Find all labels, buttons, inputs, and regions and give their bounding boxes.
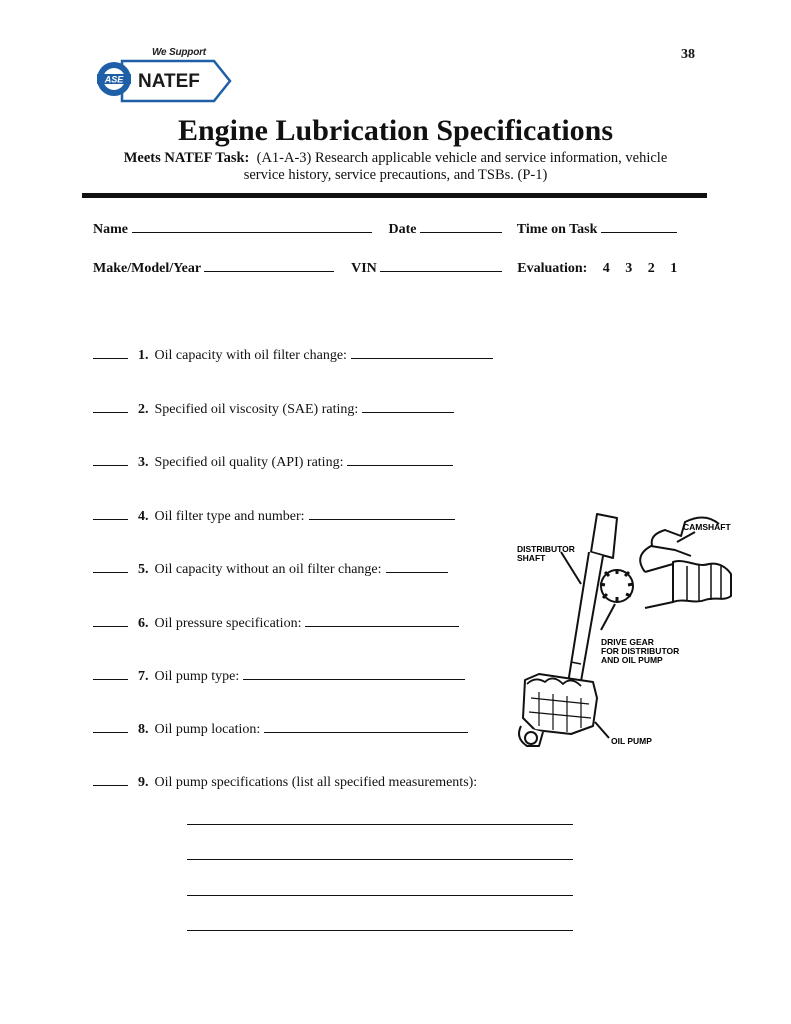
question-number: 5. (138, 562, 149, 577)
date-label: Date (388, 222, 417, 237)
answer-field[interactable] (386, 560, 448, 573)
name-label: Name (93, 222, 128, 237)
question-row (93, 560, 448, 578)
logo-badge: ASE (104, 74, 124, 85)
score-field[interactable] (93, 614, 128, 627)
question-row (93, 507, 455, 525)
question-number: 8. (138, 722, 149, 737)
score-field[interactable] (93, 346, 128, 359)
oil-pump-label: OIL PUMP (611, 736, 652, 746)
question-text: Oil pump specifications (list all specified measurements): (154, 775, 478, 790)
question-text: Oil capacity with oil filter change: (154, 348, 347, 363)
score-field[interactable] (93, 560, 128, 573)
question-number: 9. (138, 775, 149, 790)
score-field[interactable] (93, 400, 128, 413)
score-field[interactable] (93, 453, 128, 466)
question-number: 4. (138, 509, 149, 524)
logo-tagline: We Support (152, 47, 206, 58)
distributor-shaft-label-2: SHAFT (517, 553, 546, 563)
question-text: Oil pump type: (154, 669, 240, 684)
drive-gear-label: DRIVE GEAR (601, 637, 654, 647)
natef-task (0, 150, 791, 184)
page-number: 38 (681, 47, 695, 62)
answer-field[interactable] (309, 507, 455, 520)
score-field[interactable] (93, 507, 128, 520)
question-text: Oil capacity without an oil filter change: (154, 562, 382, 577)
time-on-task-field[interactable] (601, 220, 677, 233)
distributor-shaft-label: DISTRIBUTOR (517, 544, 575, 554)
answer-field[interactable] (264, 720, 468, 733)
question-text: Oil pressure specification: (154, 616, 302, 631)
answer-line[interactable] (187, 824, 573, 825)
page-title: Engine Lubrication Specifications (177, 114, 614, 147)
vin-field[interactable] (380, 259, 502, 272)
answer-line[interactable] (187, 859, 573, 860)
evaluation-option-2[interactable]: 2 (647, 261, 655, 276)
answer-field[interactable] (347, 453, 453, 466)
question-row (93, 453, 453, 471)
question-text: Oil filter type and number: (154, 509, 305, 524)
question-text: Oil pump location: (154, 722, 261, 737)
date-field[interactable] (420, 220, 502, 233)
name-row (93, 220, 677, 238)
evaluation-option-3[interactable]: 3 (625, 261, 633, 276)
question-number: 7. (138, 669, 149, 684)
answer-field[interactable] (305, 614, 459, 627)
answer-line[interactable] (187, 895, 573, 896)
camshaft-label: CAMSHAFT (683, 522, 731, 532)
question-row (93, 400, 454, 418)
question-row (93, 346, 493, 364)
score-field[interactable] (93, 773, 128, 786)
question-number: 6. (138, 616, 149, 631)
answer-field[interactable] (351, 346, 493, 359)
vehicle-row (93, 259, 677, 277)
evaluation-option-1[interactable]: 1 (670, 261, 678, 276)
time-on-task-label: Time on Task (516, 222, 598, 237)
score-field[interactable] (93, 720, 128, 733)
task-label: Meets NATEF Task: (123, 150, 250, 166)
drive-gear-label-3: AND OIL PUMP (601, 655, 663, 665)
question-number: 2. (138, 402, 149, 417)
question-row (93, 720, 468, 738)
question-number: 3. (138, 455, 149, 470)
make-model-year-field[interactable] (204, 259, 334, 272)
question-row (93, 773, 477, 791)
evaluation-option-4[interactable]: 4 (602, 261, 610, 276)
answer-line[interactable] (187, 930, 573, 931)
oil-pump-diagram (505, 512, 740, 762)
evaluation-label: Evaluation: (517, 261, 588, 276)
score-field[interactable] (93, 667, 128, 680)
logo-name: NATEF (138, 71, 200, 92)
header-rule (82, 193, 707, 198)
question-row (93, 614, 459, 632)
question-text: Specified oil viscosity (SAE) rating: (154, 402, 359, 417)
vin-label: VIN (351, 261, 377, 276)
question-text: Specified oil quality (API) rating: (154, 455, 344, 470)
question-number: 1. (138, 348, 149, 363)
answer-field[interactable] (362, 400, 454, 413)
task-line-2: service history, service precautions, and TSBs. (P-1) (243, 167, 548, 183)
drive-gear-label-2: FOR DISTRIBUTOR (601, 646, 680, 656)
answer-field[interactable] (243, 667, 465, 680)
name-field[interactable] (132, 220, 372, 233)
make-model-year-label: Make/Model/Year (93, 261, 201, 276)
task-line-1: (A1-A-3) Research applicable vehicle and service information, vehicle (256, 150, 668, 166)
question-row (93, 667, 465, 685)
